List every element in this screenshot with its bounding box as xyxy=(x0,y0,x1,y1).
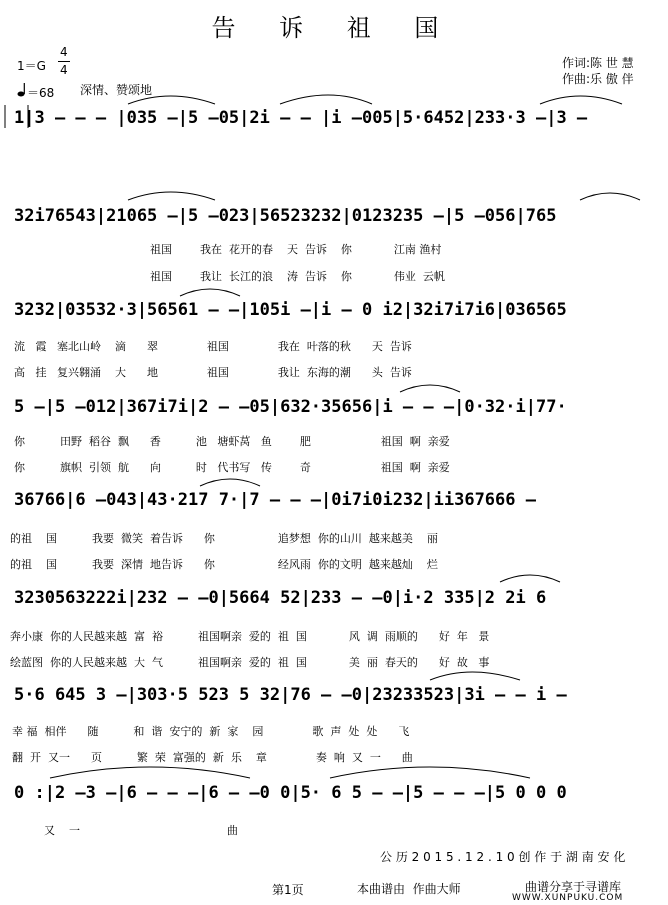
key-signature: 1＝G xyxy=(17,59,46,73)
lyrics-row-6-verse-1: 奔小康 你的人民越来越 富 裕 祖国啊亲 爱的 祖 国 风 调 雨顺的 好 年 景 xyxy=(10,630,490,643)
composition-credit: 公 历 2 0 1 5 . 1 2 . 1 0 创 作 于 湖 南 安 化 xyxy=(380,850,626,864)
score-row-1: 1|3 – – – |035 –|5 –05|2i – – |i –005|5·6452|233·3 –|3 – xyxy=(14,108,588,128)
score-source: 本曲谱由 作曲大师 xyxy=(357,882,461,896)
lyrics-row-2-verse-2: 祖国 我让 长江的浪 涛 告诉 你 伟业 云帆 xyxy=(150,270,445,283)
expression-marking: 深情、赞颂地 xyxy=(80,83,153,97)
score-row-8: 0 :|2 –3 –|6 – – –|6 – –0 0|5· 6 5 – –|5 – – –|5 0 0 0 xyxy=(14,783,567,803)
score-row-5: 36766|6 –043|43·217 7·|7 – – –|0i7i0i232|ii367666 – xyxy=(14,490,536,510)
lyrics-row-7-verse-2: 翻 开 又一 页 繁 荣 富强的 新 乐 章 奏 响 又 一 曲 xyxy=(12,751,413,764)
lyrics-row-8-verse-1: 又 一 曲 xyxy=(44,824,238,837)
time-signature-bottom: 4 xyxy=(60,63,68,77)
share-notice: 曲谱分享于寻谱库 xyxy=(525,880,622,894)
page-number: 第1页 xyxy=(272,883,304,897)
lyrics-row-3-verse-2: 高 挂 复兴翱涌 大 地 祖国 我让 东海的潮 头 告诉 xyxy=(14,366,412,379)
time-signature-bar xyxy=(58,61,70,62)
score-row-3: 3232|03532·3|56561 – –|105i –|i – 0 i2|32i7i7i6|036565 xyxy=(14,300,567,320)
quarter-note-icon xyxy=(17,83,27,97)
song-title: 告 诉 祖 国 xyxy=(211,14,457,42)
lyrics-row-5-verse-2: 的祖 国 我要 深情 地告诉 你 经风雨 你的文明 越来越灿 烂 xyxy=(10,558,438,571)
lyrics-row-3-verse-1: 流 霞 塞北山岭 滴 翠 祖国 我在 叶落的秋 天 告诉 xyxy=(14,340,412,353)
score-row-2: 32i76543|21065 –|5 –023|56523232|0123235 –|5 –056|765 xyxy=(14,206,557,226)
score-row-4: 5 –|5 –012|367i7i|2 – –05|632·35656|i – – –|0·32·i|77· xyxy=(14,397,567,417)
site-url: WWW.XUNPUKU.COM xyxy=(512,893,624,903)
composer: 作曲:乐 傲 伴 xyxy=(562,72,634,86)
score-row-6: 3230563222i|232 – –0|5664 52|233 – –0|i·2 335|2 2i 6 xyxy=(14,588,547,608)
lyrics-row-5-verse-1: 的祖 国 我要 微笑 着告诉 你 追梦想 你的山川 越来越美 丽 xyxy=(10,532,438,545)
lyrics-row-2-verse-1: 祖国 我在 花开的春 天 告诉 你 江南 渔村 xyxy=(150,243,442,256)
score-row-7: 5·6 645 3 –|303·5 523 5 32|76 – –0|23233523|3i – – i – xyxy=(14,685,567,705)
lyrics-row-6-verse-2: 绘蓝图 你的人民越来越 大 气 祖国啊亲 爱的 祖 国 美 丽 春天的 好 故 事 xyxy=(10,656,490,669)
time-signature-top: 4 xyxy=(60,45,68,59)
lyrics-row-7-verse-1: 幸 福 相伴 随 和 谐 安宁的 新 家 园 歌 声 处 处 飞 xyxy=(12,725,410,738)
tempo-marking: ＝68 xyxy=(27,86,55,100)
lyricist: 作词:陈 世 慧 xyxy=(562,56,634,70)
lyrics-row-4-verse-1: 你 田野 稻谷 飘 香 池 塘虾莴 鱼 肥 祖国 啊 亲爱 xyxy=(14,435,450,448)
lyrics-row-4-verse-2: 你 旗帜 引领 航 向 时 代书写 传 奇 祖国 啊 亲爱 xyxy=(14,461,450,474)
